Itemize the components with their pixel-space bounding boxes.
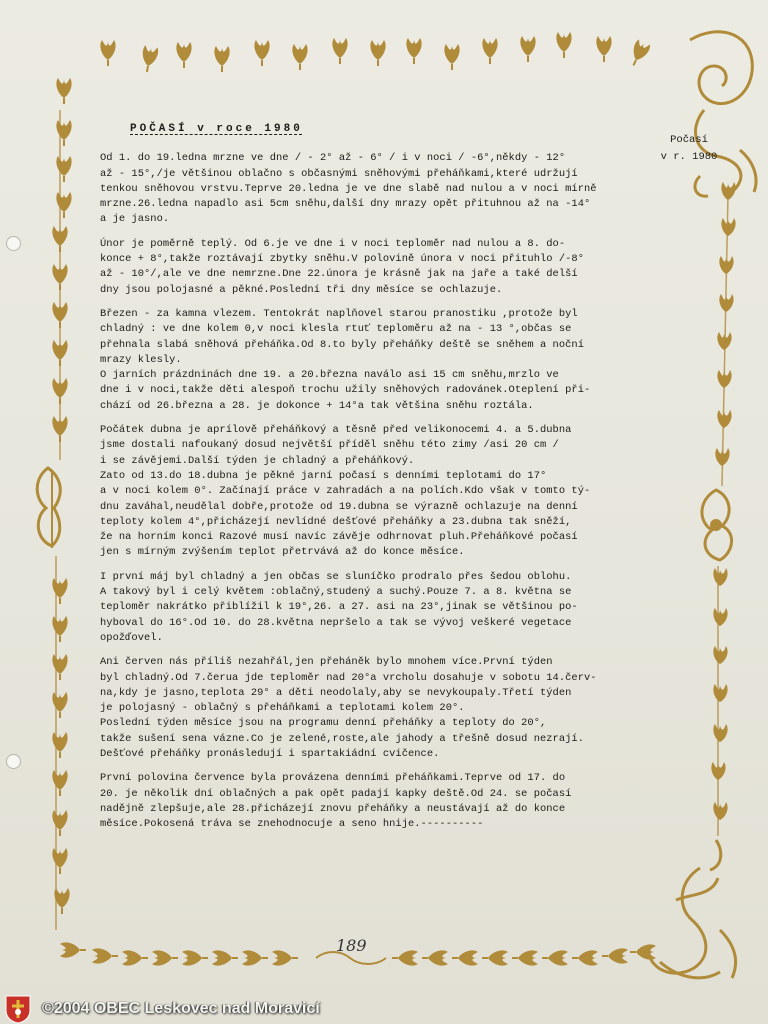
text-line: měsíce.Pokosená tráva se znehodnocuje a seno hnije.---------- <box>100 818 484 831</box>
text-line: Zato od 13.do 18.dubna je pěkné jarní počasí s denními teplotami do 17° <box>100 469 547 482</box>
text-line: dne i v noci,takže děti alespoň trochu užily sněhových radovánek.Oteplení při- <box>100 384 591 397</box>
watermark-bar <box>0 994 768 1024</box>
text-line: Poslední týden měsíce jsou na programu denní přeháňky a teploty do 20°, <box>100 717 547 730</box>
text-line: nadějně zlepšuje,ale 28.přicházejí znovu přeháňky a neustávají až do konce <box>100 802 566 815</box>
document-title: POČASÍ v roce 1980 <box>130 123 303 135</box>
paragraph <box>100 151 655 227</box>
village-crest-icon <box>4 994 32 1024</box>
text-line: konce + 8°,takže roztávají zbytky sněhu.V polovině února v noci přituhlo /-8° <box>100 253 584 266</box>
text-line: teploměr nakrátko přiblížil k 19°,26. a 27. asi na 23°,jinak se většinou po- <box>100 601 578 614</box>
text-line: takže sušení sena vázne.Co je zelené,roste,ale jahody a třešně dosud nezrají. <box>100 732 584 745</box>
text-line: je polojasný - oblačný s přeháňkami a teplotami kolem 20°. <box>100 702 465 715</box>
text-line: že na horním konci Razové musí navíc závěje odhrnovat pluh.Přeháňkové počasí <box>100 531 578 544</box>
text-line: Ani červen nás příliš nezahřál,jen přeháněk bylo mnohem více.První týden <box>100 656 553 669</box>
text-line: na,kdy je jasno,teplota 29° a děti neodolaly,aby se nevykoupaly.Třetí týden <box>100 686 572 699</box>
text-line: Počátek dubna je aprílově přeháňkový a těsně před velikonocemi 4. a 5.dubna <box>100 424 572 437</box>
text-line: První polovina července byla provázena denními přeháňkami.Teprve od 17. do <box>100 772 566 785</box>
text-line: a v noci kolem 0°. Začínají práce v zahradách a na polích.Kdo však v tomto tý- <box>100 485 591 498</box>
text-line: dny jsou polojasné a pěkné.Poslední tři dny měsíce se ochlazuje. <box>100 283 503 296</box>
right-flower-border <box>702 182 736 820</box>
text-line: i se závějemi.Další týden je chladný a přeháňkový. <box>100 454 415 467</box>
text-line: mrazy klesly. <box>100 353 182 366</box>
text-line: jsme dostali nafoukaný dosud největší příděl sněhu této zimy /asi 20 cm / <box>100 439 559 452</box>
left-flower-border <box>37 120 71 914</box>
text-line: Dešťové přeháňky pronásledují i spartakiádní cvičence. <box>100 747 440 760</box>
text-line: a je jasno. <box>100 213 170 226</box>
margin-note-line: Počasí <box>670 134 708 146</box>
paragraph <box>100 771 655 832</box>
paragraph <box>100 655 655 762</box>
text-line: přehnala slabá sněhová přeháňka.Od 8.to byly přeháňky deště se sněhem a noční <box>100 338 584 351</box>
text-line: 20. je několik dní oblačných a pak opět padají kapky deště.Od 24. se počasí <box>100 787 572 800</box>
text-line: hyboval do 16°.Od 10. do 28.května nepršelo a tak se vývoj veškeré vegetace <box>100 616 572 629</box>
text-line: byl chladný.Od 7.čerua jde teploměr nad 20°a vrcholu dosahuje v sobotu 14.červ- <box>100 671 597 684</box>
text-line: Únor je poměrně teplý. Od 6.je ve dne i v noci teploměr nad nulou a 8. do- <box>100 237 566 250</box>
typed-text-area <box>100 122 655 841</box>
text-line: jen s mírným zvýšením teplot přetrvává až do konce měsíce. <box>100 546 465 559</box>
text-line: Březen - za kamna vlezem. Tentokrát naplňovel starou pranostiku ,protože byl <box>100 307 578 320</box>
paragraph <box>100 423 655 561</box>
margin-note-line: v r. 1980 <box>660 151 718 163</box>
top-right-scroll <box>690 32 756 196</box>
text-line: Od 1. do 19.ledna mrzne ve dne / - 2° až - 6° / i v noci / -6°,někdy - 12° <box>100 152 566 165</box>
text-line: až - 10°/,ale ve dne nemrzne.Dne 22.února je krásně jak na jaře a také delší <box>100 268 578 281</box>
text-line: I první máj byl chladný a jen občas se sluníčko prodralo přes šedou oblohu. <box>100 570 572 583</box>
bottom-right-scroll <box>648 840 736 978</box>
text-line: A takový byl i celý květem :oblačný,studený a suchý.Pouze 7. a 8. května se <box>100 586 572 599</box>
text-line: O jarních prázdninách dne 19. a 20.března naválo asi 15 cm sněhu,mrzlo ve <box>100 369 559 382</box>
margin-note <box>659 132 719 166</box>
text-line: chází od 26.března a 28. je dokonce + 14°a tak většina sněhu roztála. <box>100 399 534 412</box>
paragraph <box>100 237 655 298</box>
page-number: 189 <box>336 936 367 955</box>
text-line: dnu zaváhal,neudělal dobře,protože od 19.dubna se výrazně ochlazuje na denní <box>100 500 578 513</box>
text-line: tenkou sněhovou vrstvu.Teprve 20.ledna je ve dne slabě nad nulou a v noci mírně <box>100 182 597 195</box>
text-line: teploty kolem 4°,přicházejí nevlídné dešťové přeháňky a 23.dubna tak sněží, <box>100 515 572 528</box>
top-flower-border <box>56 32 651 104</box>
text-line: chladný : ve dne kolem 0,v noci klesla rtuť teploměru až na - 13 °,občas se <box>100 323 572 336</box>
paragraph <box>100 570 655 646</box>
watermark-text: ©2004 OBEC Leskovec nad Moravicí <box>42 1000 320 1017</box>
text-line: opožďovel. <box>100 631 163 644</box>
document-body <box>100 151 655 832</box>
text-line: mrzne.26.ledna napadlo asi 5cm sněhu,další dny mrazy opět přituhnou až na -14° <box>100 198 591 211</box>
text-line: až - 15°,/je většinou oblačno s občasnými sněhovými přeháňkami,které udržují <box>100 167 578 180</box>
paragraph <box>100 307 655 414</box>
